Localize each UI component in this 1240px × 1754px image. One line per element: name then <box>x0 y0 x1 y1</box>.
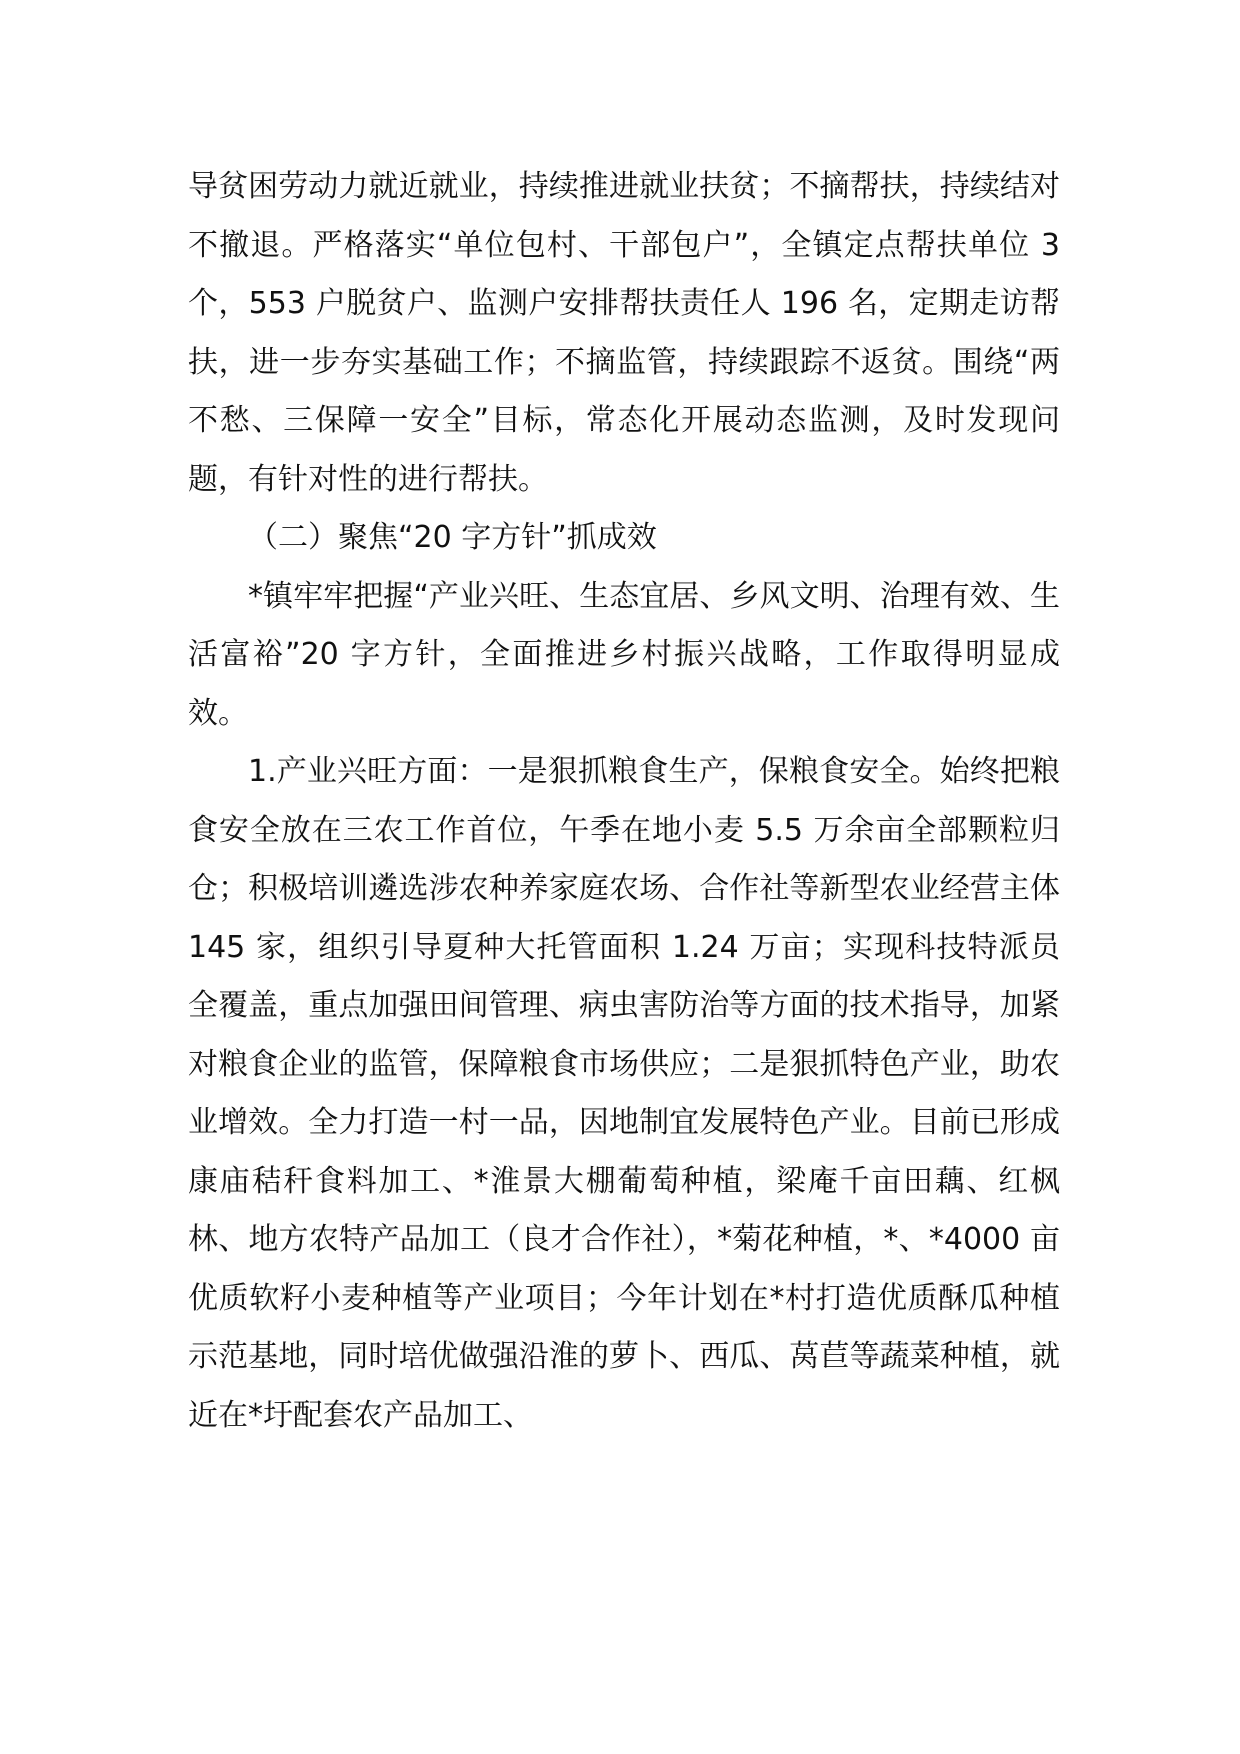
document-page <box>188 158 1060 1445</box>
paragraph-industry-prosperity: 1.产业兴旺方面：一是狠抓粮食生产，保粮食安全。始终把粮食安全放在三农工作首位，午季在地小麦 5.5 万余亩全部颗粒归仓；积极培训遴选涉农种养家庭农场、合作社等新型农业经营主体 145 家，组织引导夏种大托管面积 1.24 万亩；实现科技特派员全覆盖，重点加强田间管理、病虫害防治等方面的技术指导，加紧对粮食企业的监管，保障粮食市场供应；二是狠抓特色产业，助农业增效。全力打造一村一品，因地制宜发展特色产业。目前已形成康庙秸秆食料加工、*淮景大棚葡萄种植，梁庵千亩田藕、红枫林、地方农特产品加工（良才合作社），*菊花种植，*、*4000 亩优质软籽小麦种植等产业项目；今年计划在*村打造优质酥瓜种植示范基地，同时培优做强沿淮的萝卜、西瓜、莴苣等蔬菜种植，就近在*圩配套农产品加工、 <box>188 754 1060 1433</box>
paragraph-rural-revitalization-intro: *镇牢牢把握“产业兴旺、生态宜居、乡风文明、治理有效、生活富裕”20 字方针，全面推进乡村振兴战略，工作取得明显成效。 <box>188 578 1060 731</box>
section-heading-20-character-policy: （二）聚焦“20 字方针”抓成效 <box>248 520 657 555</box>
paragraph-employment-support: 导贫困劳动力就近就业，持续推进就业扶贫；不摘帮扶，持续结对不撤退。严格落实“单位包村、干部包户”，全镇定点帮扶单位 3 个，553 户脱贫户、监测户安排帮扶责任人 196 名，定期走访帮扶，进一步夯实基础工作；不摘监管，持续跟踪不返贫。围绕“两不愁、三保障一安全”目标，常态化开展动态监测，及时发现问题，有针对性的进行帮扶。 <box>188 169 1060 497</box>
